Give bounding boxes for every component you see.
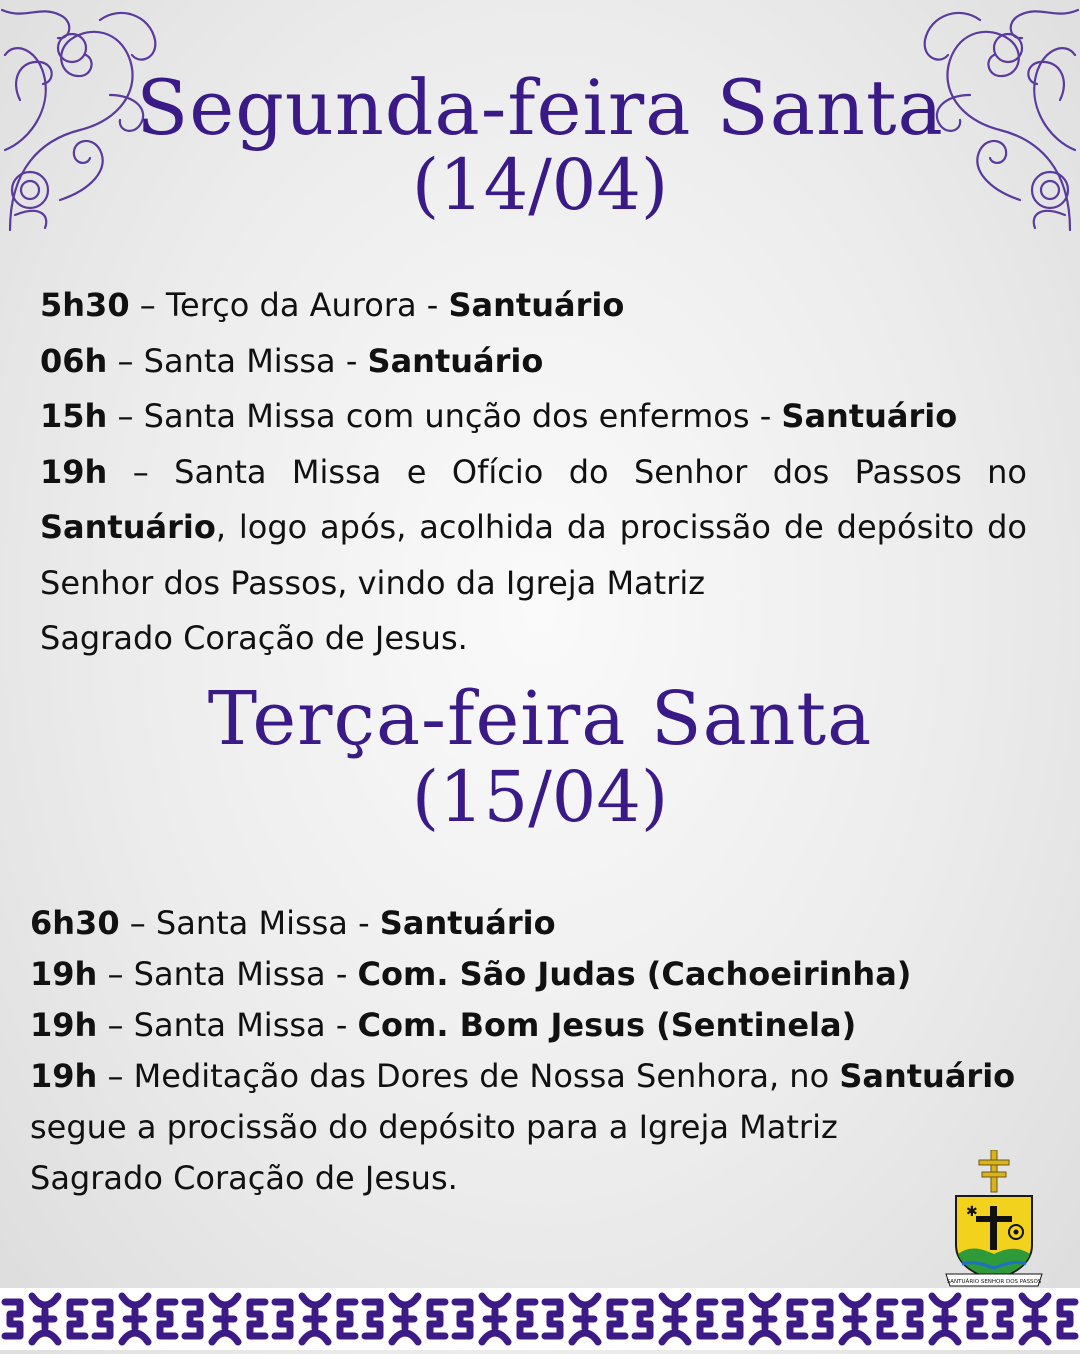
item-time: 06h	[40, 341, 108, 380]
svg-text:✱: ✱	[966, 1204, 978, 1220]
item-text: Santa Missa -	[133, 1006, 358, 1044]
item-sep: –	[97, 955, 134, 993]
item-sep: –	[119, 904, 156, 942]
schedule-item-long-line1	[40, 445, 1027, 501]
section2-title: Terça-feira Santa	[207, 676, 873, 762]
schedule-item	[40, 278, 1027, 334]
item-sep: –	[97, 1057, 134, 1095]
section2-schedule	[30, 898, 1030, 1204]
item-time: 6h30	[30, 904, 120, 942]
item-place: Santuário	[448, 286, 625, 324]
schedule-item	[30, 949, 1030, 1000]
santuario-coat-of-arms-logo	[942, 1150, 1046, 1290]
bottom-decorative-border	[0, 1288, 1080, 1350]
item-time: 19h	[30, 1006, 98, 1044]
item-time: 19h	[40, 452, 108, 491]
schedule-item-long-line3: Senhor dos Passos, vindo da Igreja Matriz	[40, 563, 706, 602]
item-place: Com. Bom Jesus (Sentinela)	[357, 1006, 857, 1044]
item-place: Santuário	[379, 904, 556, 942]
schedule-item-line5: segue a procissão do depósito para a Igreja Matriz	[30, 1108, 838, 1146]
schedule-item	[40, 389, 1027, 445]
item-place: Santuário	[781, 397, 958, 435]
item-sep: –	[129, 286, 166, 324]
item-time: 19h	[30, 955, 98, 993]
item-text: Santa Missa com unção dos enfermos -	[143, 397, 782, 435]
item-text: Santa Missa -	[143, 341, 368, 380]
section1-title: Segunda-feira Santa	[136, 63, 944, 152]
item-place: Santuário	[367, 341, 544, 380]
item-text: , logo após, acolhida da procissão de depósito do	[215, 508, 1027, 546]
item-time: 19h	[30, 1057, 98, 1095]
item-sep: –	[107, 397, 144, 435]
schedule-item	[30, 898, 1030, 949]
schedule-item-line6: Sagrado Coração de Jesus.	[30, 1159, 458, 1197]
item-place: Com. São Judas (Cachoeirinha)	[357, 955, 912, 993]
item-text: Terço da Aurora -	[165, 286, 449, 324]
item-text: Meditação das Dores de Nossa Senhora, no	[133, 1057, 840, 1095]
item-time: 15h	[40, 397, 108, 435]
section1-schedule	[40, 278, 1027, 667]
item-time: 5h30	[40, 286, 130, 324]
item-place: Santuário	[40, 508, 216, 546]
schedule-item-long-line2	[40, 500, 1027, 556]
schedule-item	[30, 1000, 1030, 1051]
item-place: Santuário	[839, 1057, 1016, 1095]
item-text: – Santa Missa e Ofício do Senhor dos Passos no	[132, 452, 1028, 491]
item-sep: –	[97, 1006, 134, 1044]
section1-date: (14/04)	[411, 144, 669, 226]
schedule-item	[40, 334, 1027, 390]
schedule-item-long-line4: Sagrado Coração de Jesus.	[40, 619, 468, 657]
section2-date: (15/04)	[411, 756, 669, 838]
item-text: Santa Missa -	[133, 955, 358, 993]
item-text: Santa Missa -	[155, 904, 380, 942]
logo-banner-text: SANTUÁRIO SENHOR DOS PASSOS	[946, 1279, 1042, 1285]
item-sep: –	[107, 341, 144, 380]
border-pattern	[0, 1288, 1080, 1350]
schedule-item	[30, 1051, 1030, 1102]
